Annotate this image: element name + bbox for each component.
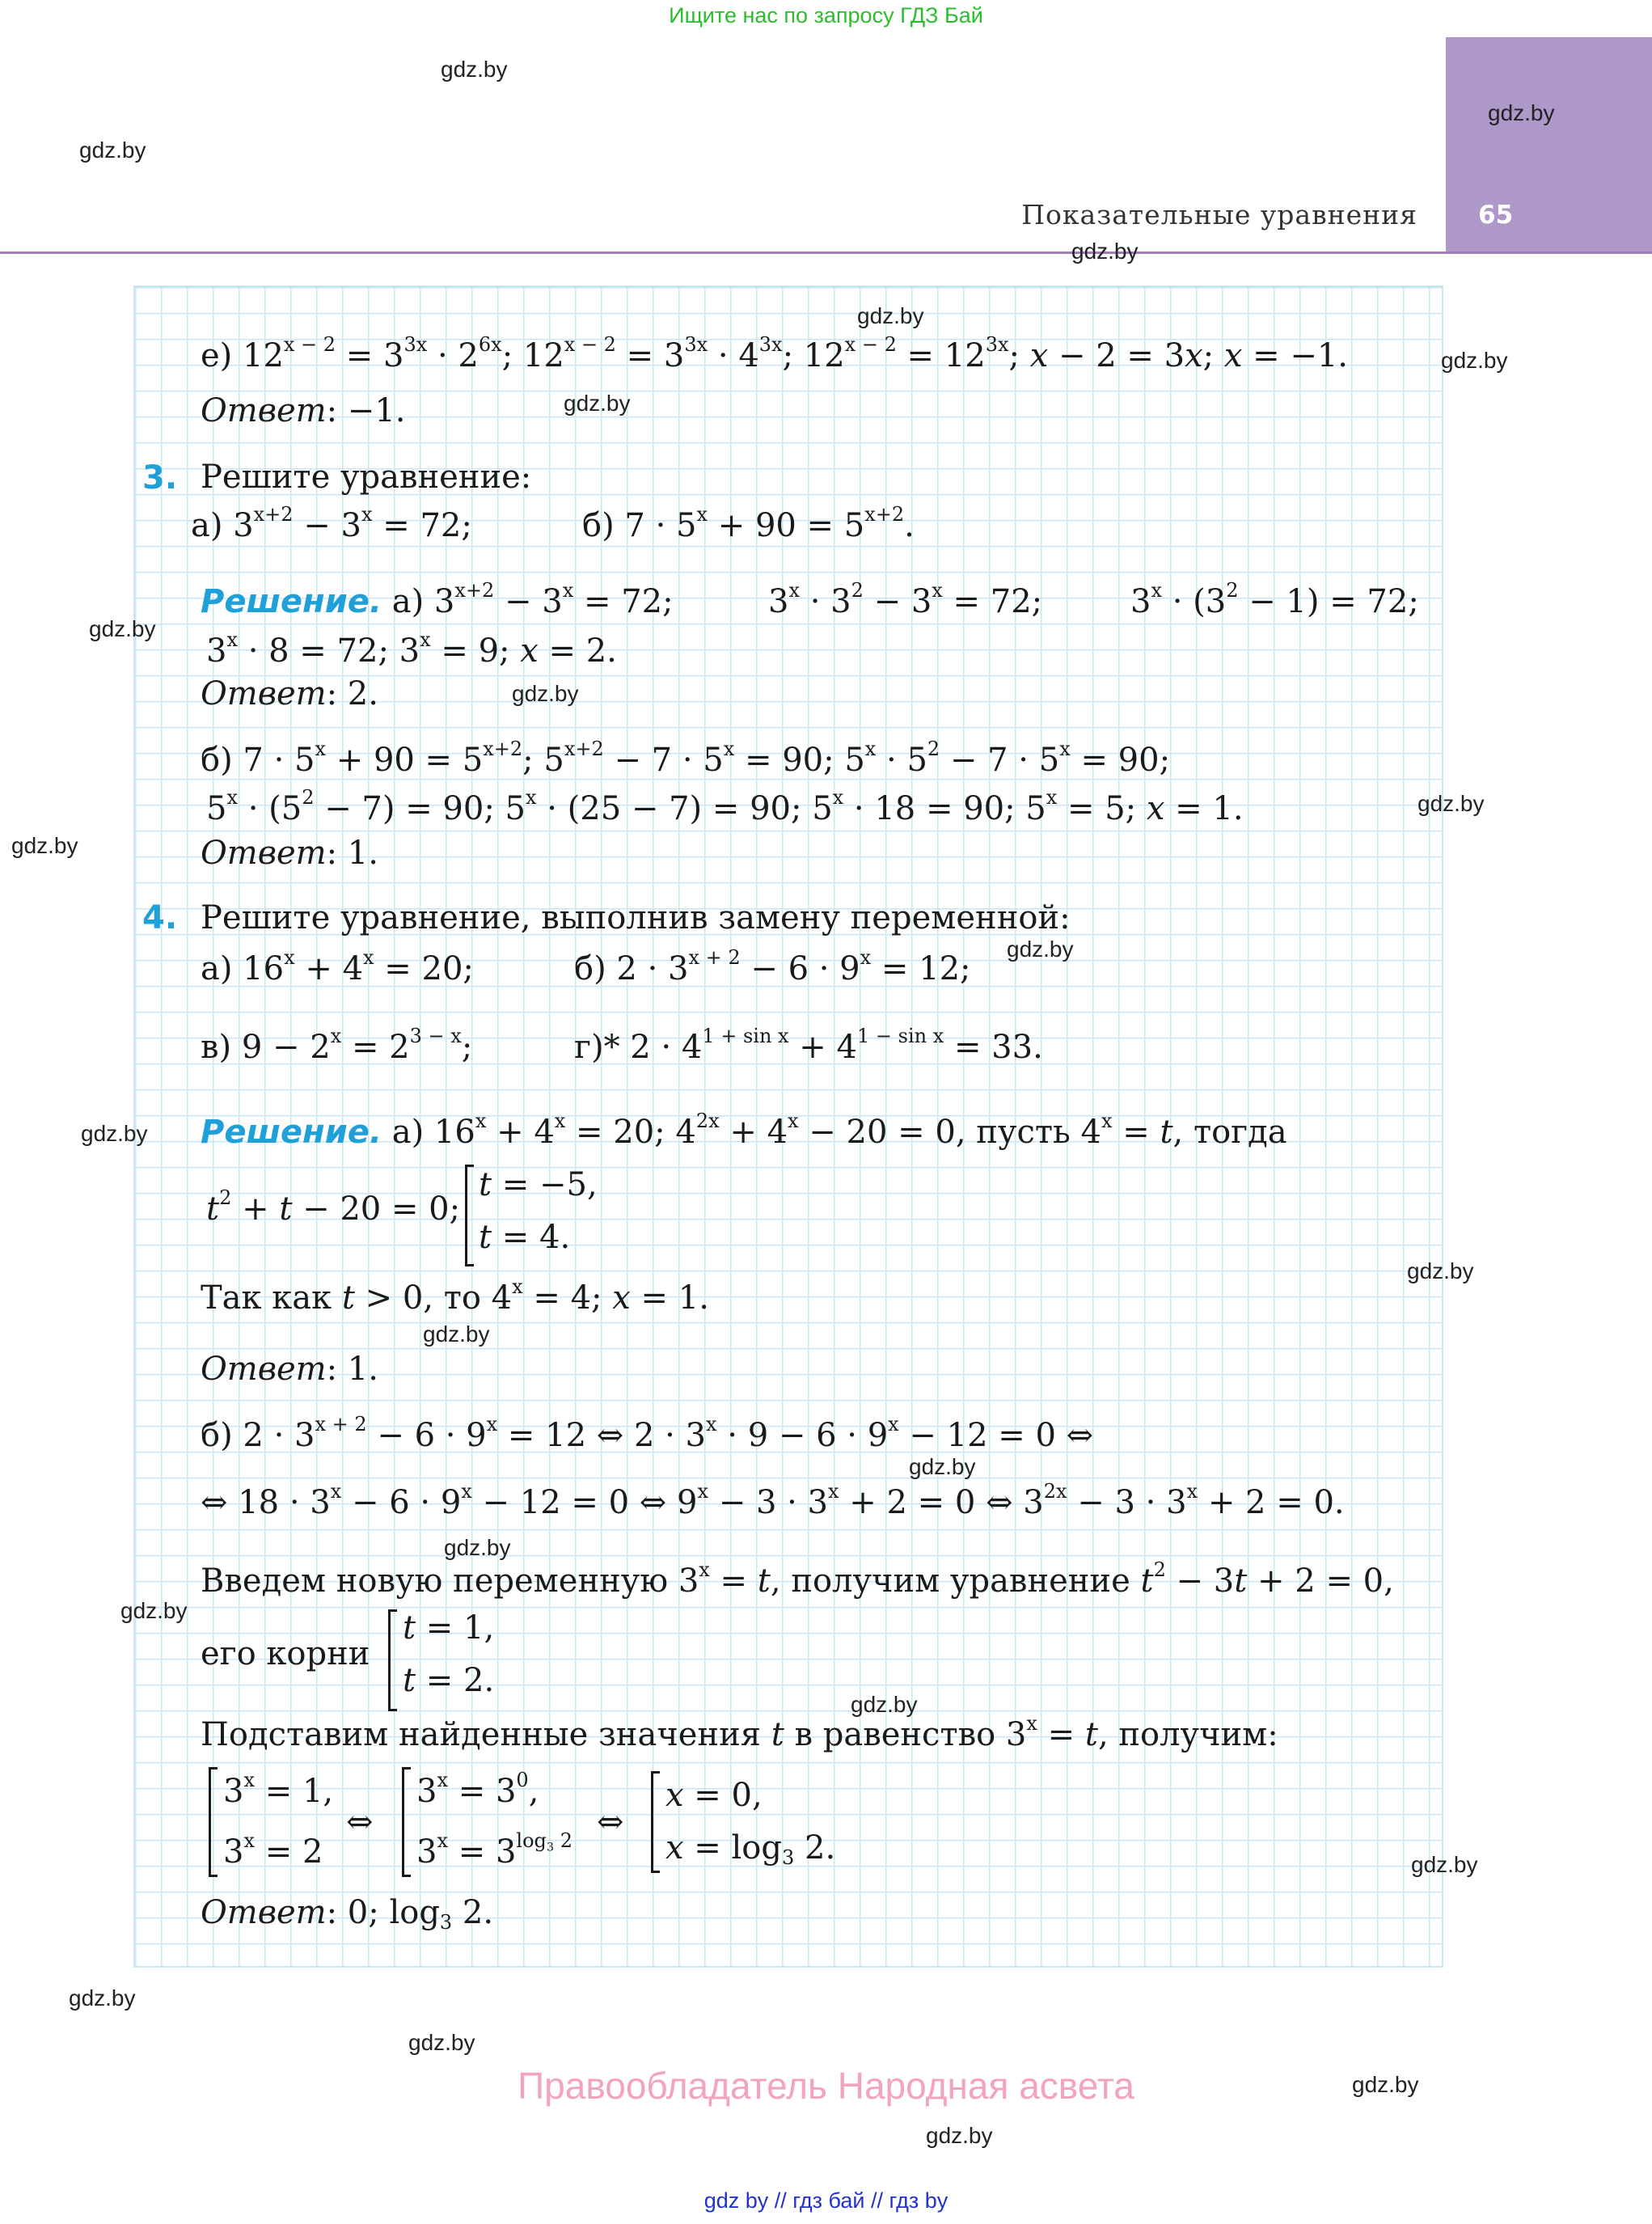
- watermark: gdz.by: [1007, 937, 1074, 962]
- solution-line: Решение. а) $16^x + 4^x = 20$; $4^{2x} + 4^x - 20 = 0$, пусть $4^x = t$, тогда: [201, 1109, 1287, 1151]
- math-line: t = 2.: [403, 1662, 495, 1699]
- system-bracket: [465, 1165, 474, 1266]
- watermark: gdz.by: [512, 681, 579, 706]
- system-bracket: [388, 1609, 397, 1711]
- watermark: gdz.by: [1352, 2072, 1419, 2097]
- math-line: Подставим найденные значения t в равенство $3^x = t$, получим:: [201, 1711, 1278, 1753]
- math-line: $5^x \cdot (5^2 - 7) = 90$; $5^x \cdot (25 - 7) = 90$; $5^x \cdot 18 = 90$; $5^x = 5$; x = 1.: [206, 785, 1244, 827]
- answer-line: Ответ: 0; $\log_3 2$.: [201, 1894, 494, 1934]
- math-line: t = 4.: [479, 1219, 571, 1256]
- math-line: б) $2 \cdot 3^{x + 2} - 6 \cdot 9^x = 12$ ⇔ $2 \cdot 3^x \cdot 9 - 6 \cdot 9^x - 12 = 0$ ⇔: [201, 1412, 1094, 1454]
- watermark: gdz.by: [1407, 1258, 1474, 1283]
- math-line: $3^x = 3^{log_3 2}$: [416, 1829, 572, 1871]
- watermark: gdz.by: [1071, 239, 1139, 264]
- answer-line: Ответ: 2.: [201, 675, 378, 712]
- math-line: г)* $2 \cdot 4^{1 + sin x} + 4^{1 - sin x} = 33$.: [574, 1024, 1043, 1066]
- math-line: t = 1,: [403, 1609, 495, 1647]
- watermark: gdz.by: [926, 2123, 993, 2148]
- math-line: t = −5,: [479, 1166, 598, 1203]
- math-line: Введем новую переменную $3^x = t$, получим уравнение $t^2 - 3t + 2 = 0$,: [201, 1558, 1394, 1600]
- math-line: ⇔: [597, 1803, 624, 1841]
- page-number: 65: [1478, 201, 1514, 230]
- watermark: gdz.by: [11, 833, 78, 858]
- task-number: 4.: [142, 899, 178, 937]
- watermark: gdz.by: [444, 1535, 511, 1560]
- watermark: gdz.by: [441, 57, 508, 82]
- system-bracket: [402, 1767, 411, 1877]
- watermark: gdz.by: [1441, 348, 1508, 373]
- watermark: gdz.by: [79, 137, 146, 163]
- math-line: а) $3^{x+2} - 3^x = 72$;: [191, 502, 472, 544]
- math-line: $t^2 + t - 20 = 0$;: [206, 1186, 461, 1228]
- copyright-note: Правообладатель Народная асвета: [518, 2065, 1134, 2107]
- math-line: ⇔: [346, 1803, 374, 1841]
- math-line: $3^x = 1$,: [223, 1768, 334, 1810]
- watermark: gdz.by: [1488, 100, 1555, 125]
- math-line: x = 0,: [665, 1777, 763, 1814]
- watermark: gdz.by: [1411, 1852, 1478, 1877]
- math-line: $x = \log_3 2$.: [665, 1829, 836, 1870]
- answer-line: Ответ: −1.: [201, 392, 406, 429]
- math-line: $3^x \cdot 8 = 72$; $3^x = 9$; x = 2.: [206, 628, 617, 670]
- math-line: а) $16^x + 4^x = 20$;: [201, 945, 474, 987]
- math-line: е) $12^{x - 2} = 3^{3x} \cdot 2^{6x}$; $12^{x - 2} = 3^{3x} \cdot 4^{3x}$; $12^{x - 2} = 12^{3x}$; x − 2 = 3x; x = −1.: [201, 332, 1349, 374]
- page-tab: [1446, 37, 1652, 252]
- answer-line: Ответ: 1.: [201, 1351, 378, 1388]
- watermark: gdz.by: [851, 1692, 918, 1717]
- math-line: $3^x \cdot (3^2 - 1) = 72$;: [1130, 578, 1419, 620]
- watermark: gdz.by: [857, 303, 924, 328]
- footer-links[interactable]: gdz by // гдз бай // гдз by: [703, 2188, 949, 2213]
- watermark: gdz.by: [909, 1454, 976, 1479]
- task-prompt: Решите уравнение:: [201, 459, 532, 496]
- watermark: gdz.by: [423, 1321, 490, 1347]
- solution-line: Решение. а) $3^{x+2} - 3^x = 72$;: [201, 578, 674, 620]
- math-line: $3^x = 3^0$,: [416, 1768, 539, 1810]
- page-title: Показательные уравнения: [1021, 199, 1418, 230]
- math-line: б) $7 \cdot 5^x + 90 = 5^{x+2}$.: [582, 502, 915, 544]
- watermark: gdz.by: [120, 1598, 188, 1623]
- math-line: ⇔ $18 \cdot 3^x - 6 \cdot 9^x - 12 = 0$ ⇔ $9^x - 3 \cdot 3^x + 2 = 0$ ⇔ $3^{2x} - 3 \cdot 3^x + 2 = 0$.: [201, 1479, 1345, 1521]
- math-line: в) $9 - 2^x = 2^{3 - x}$;: [201, 1024, 473, 1066]
- task-number: 3.: [142, 459, 178, 497]
- answer-line: Ответ: 1.: [201, 835, 378, 872]
- math-line: $3^x \cdot 3^2 - 3^x = 72$;: [768, 578, 1043, 620]
- math-line: его корни: [201, 1635, 370, 1672]
- watermark: gdz.by: [89, 616, 156, 641]
- top-banner[interactable]: Ищите нас по запросу ГДЗ Бай: [669, 3, 983, 27]
- watermark: gdz.by: [69, 1985, 136, 2010]
- watermark: gdz.by: [1418, 791, 1485, 816]
- math-line: б) $2 \cdot 3^{x + 2} - 6 \cdot 9^x = 12$;: [574, 945, 971, 987]
- math-line: Так как t > 0, то $4^x = 4$; x = 1.: [201, 1275, 709, 1317]
- header-divider: [0, 252, 1652, 254]
- watermark: gdz.by: [564, 391, 631, 416]
- watermark: gdz.by: [81, 1121, 148, 1146]
- system-bracket: [651, 1771, 660, 1873]
- math-line: $3^x = 2$: [223, 1829, 323, 1871]
- watermark: gdz.by: [408, 2030, 475, 2055]
- system-bracket: [209, 1767, 218, 1877]
- math-line: б) $7 \cdot 5^x + 90 = 5^{x+2}$; $5^{x+2} - 7 \cdot 5^x = 90$; $5^x \cdot 5^2 - 7 \cdot 5^x = 90$;: [201, 737, 1171, 779]
- task-prompt: Решите уравнение, выполнив замену переменной:: [201, 899, 1071, 937]
